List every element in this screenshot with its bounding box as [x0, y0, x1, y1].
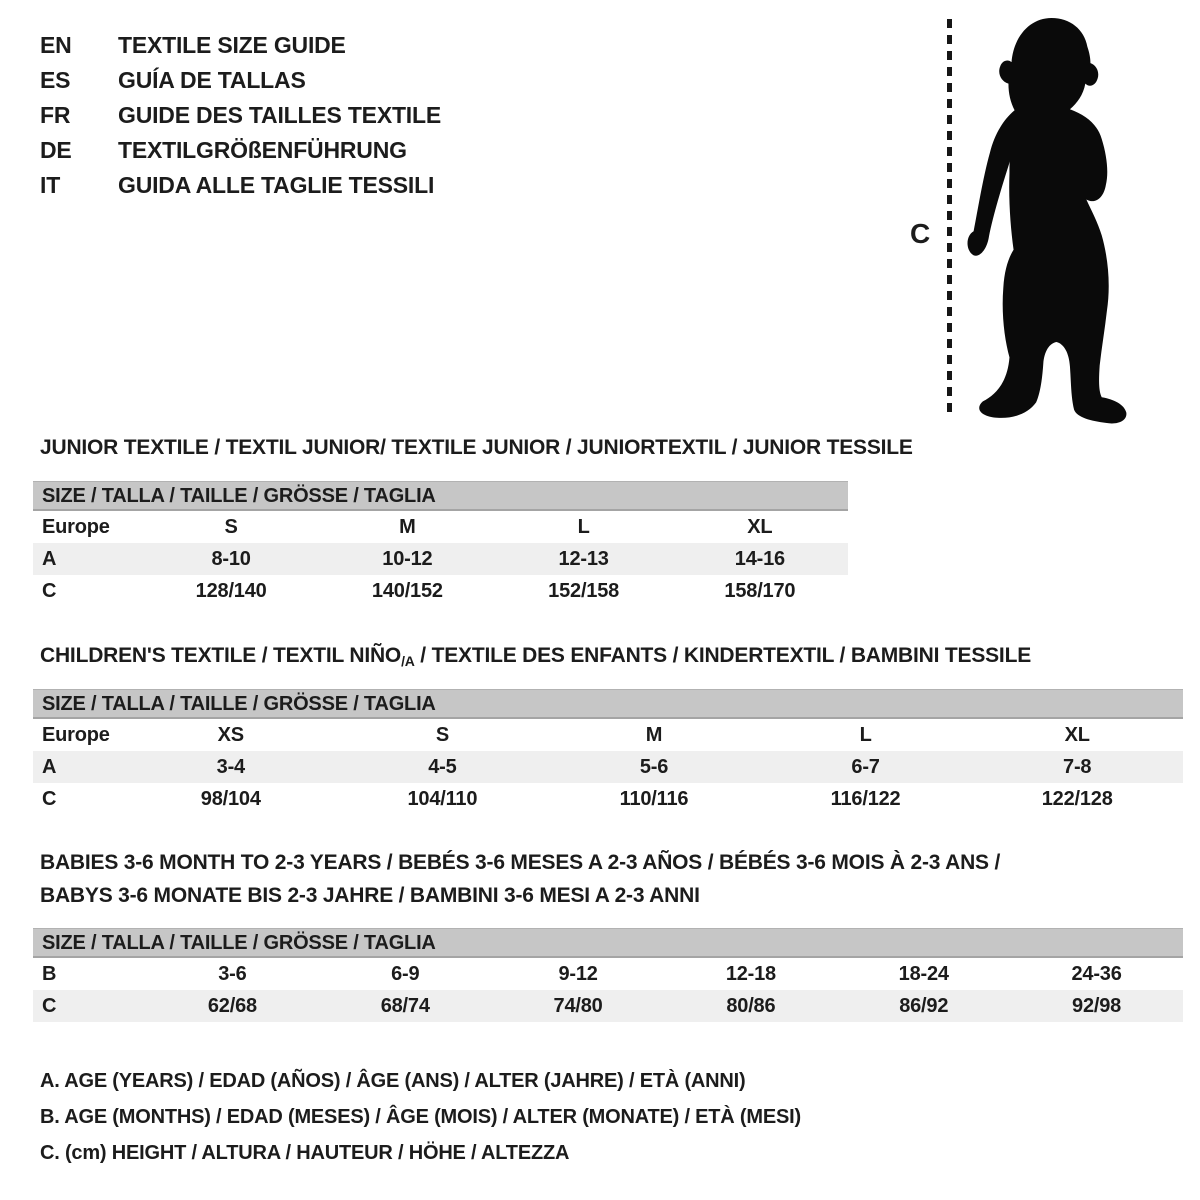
toddler-silhouette-icon — [960, 16, 1143, 426]
lang-code: DE — [40, 137, 72, 163]
junior-size-table — [33, 481, 848, 607]
table-row-region — [33, 511, 848, 543]
cell: L — [859, 723, 872, 746]
table-row-height — [33, 783, 1183, 815]
lang-row-de — [40, 133, 441, 168]
cell: 7-8 — [1063, 755, 1092, 778]
cell: 5-6 — [639, 755, 669, 778]
legend-age-months: B. AGE (MONTHS) / EDAD (MESES) / ÂGE (MOIS) / ALTER (MONATE) / ETÀ (MESI) — [40, 1106, 801, 1128]
lang-title: TEXTILE SIZE GUIDE — [118, 32, 346, 58]
cell: 9-12 — [558, 962, 598, 985]
cell: XL — [747, 515, 773, 538]
cell: 62/68 — [207, 994, 257, 1017]
children-section-title — [40, 644, 1031, 668]
cell: XL — [1064, 723, 1090, 746]
size-header-bar: SIZE / TALLA / TAILLE / GRÖSSE / TAGLIA — [33, 689, 1183, 719]
row-label: Europe — [42, 515, 110, 538]
size-header-bar: SIZE / TALLA / TAILLE / GRÖSSE / TAGLIA — [33, 481, 848, 511]
babies-section-title-line1: BABIES 3-6 MONTH TO 2-3 YEARS / BEBÉS 3-6 MESES A 2-3 AÑOS / BÉBÉS 3-6 MOIS À 2-3 ANS / — [40, 851, 1001, 874]
children-size-table — [33, 689, 1183, 815]
table-row-height — [33, 990, 1183, 1022]
cell: 4-5 — [428, 755, 457, 778]
cell: 92/98 — [1072, 994, 1122, 1017]
cell: 10-12 — [382, 547, 433, 570]
row-label: B — [42, 962, 57, 985]
cell: 12-13 — [558, 547, 609, 570]
cell: 86/92 — [899, 994, 949, 1017]
babies-section-title-line2: BABYS 3-6 MONATE BIS 2-3 JAHRE / BAMBINI 3-6 MESI A 2-3 ANNI — [40, 884, 700, 907]
height-measure-dashed-line — [947, 19, 952, 416]
cell: 80/86 — [726, 994, 776, 1017]
cell: 122/128 — [1041, 787, 1113, 810]
cell: 152/158 — [548, 579, 620, 602]
cell: M — [399, 515, 416, 538]
row-label: A — [42, 547, 57, 570]
height-measure-label: C — [910, 218, 931, 249]
table-row-age — [33, 543, 848, 575]
cell: 12-18 — [725, 962, 776, 985]
children-title-subscript: /A — [401, 653, 415, 669]
babies-size-table — [33, 928, 1183, 1022]
cell: M — [645, 723, 663, 746]
lang-code: EN — [40, 32, 72, 58]
lang-title: TEXTILGRÖßENFÜHRUNG — [118, 137, 407, 163]
table-row-age — [33, 751, 1183, 783]
cell: 24-36 — [1071, 962, 1122, 985]
cell: XS — [217, 723, 244, 746]
row-label: C — [42, 994, 57, 1017]
cell: 6-9 — [391, 962, 420, 985]
cell: S — [435, 723, 449, 746]
lang-row-fr — [40, 98, 441, 133]
legend-age-years: A. AGE (YEARS) / EDAD (AÑOS) / ÂGE (ANS) / ALTER (JAHRE) / ETÀ (ANNI) — [40, 1070, 746, 1092]
cell: L — [577, 515, 590, 538]
lang-row-it — [40, 168, 441, 203]
legend-height: C. (cm) HEIGHT / ALTURA / HAUTEUR / HÖHE / ALTEZZA — [40, 1142, 570, 1164]
table-row-months — [33, 958, 1183, 990]
cell: 128/140 — [195, 579, 267, 602]
row-label: C — [42, 787, 57, 810]
row-label: A — [42, 755, 57, 778]
language-title-list — [40, 28, 441, 203]
lang-row-es — [40, 63, 441, 98]
row-label: C — [42, 579, 57, 602]
cell: 110/116 — [619, 787, 689, 810]
lang-title: GUIDE DES TAILLES TEXTILE — [118, 102, 441, 128]
cell: 3-6 — [218, 962, 247, 985]
cell: S — [224, 515, 238, 538]
cell: 104/110 — [407, 787, 478, 810]
lang-code: IT — [40, 172, 61, 198]
table-row-height — [33, 575, 848, 607]
cell: 14-16 — [734, 547, 785, 570]
row-label: Europe — [42, 723, 110, 746]
lang-title: GUÍA DE TALLAS — [118, 67, 306, 93]
cell: 18-24 — [898, 962, 949, 985]
table-row-region — [33, 719, 1183, 751]
lang-code: ES — [40, 67, 71, 93]
size-header-bar: SIZE / TALLA / TAILLE / GRÖSSE / TAGLIA — [33, 928, 1183, 958]
cell: 116/122 — [830, 787, 901, 810]
children-title-rest: / TEXTILE DES ENFANTS / KINDERTEXTIL / BAMBINI TESSILE — [414, 644, 1032, 667]
cell: 98/104 — [200, 787, 261, 810]
children-title-main: CHILDREN'S TEXTILE / TEXTIL NIÑO — [40, 644, 402, 667]
junior-section-title: JUNIOR TEXTILE / TEXTIL JUNIOR/ TEXTILE JUNIOR / JUNIORTEXTIL / JUNIOR TESSILE — [40, 436, 913, 459]
cell: 3-4 — [216, 755, 245, 778]
cell: 140/152 — [371, 579, 443, 602]
lang-title: GUIDA ALLE TAGLIE TESSILI — [118, 172, 435, 198]
lang-row-en — [40, 28, 441, 63]
cell: 74/80 — [553, 994, 603, 1017]
cell: 8-10 — [211, 547, 251, 570]
lang-code: FR — [40, 102, 71, 128]
cell: 68/74 — [380, 994, 430, 1017]
cell: 6-7 — [851, 755, 880, 778]
cell: 158/170 — [724, 579, 796, 602]
